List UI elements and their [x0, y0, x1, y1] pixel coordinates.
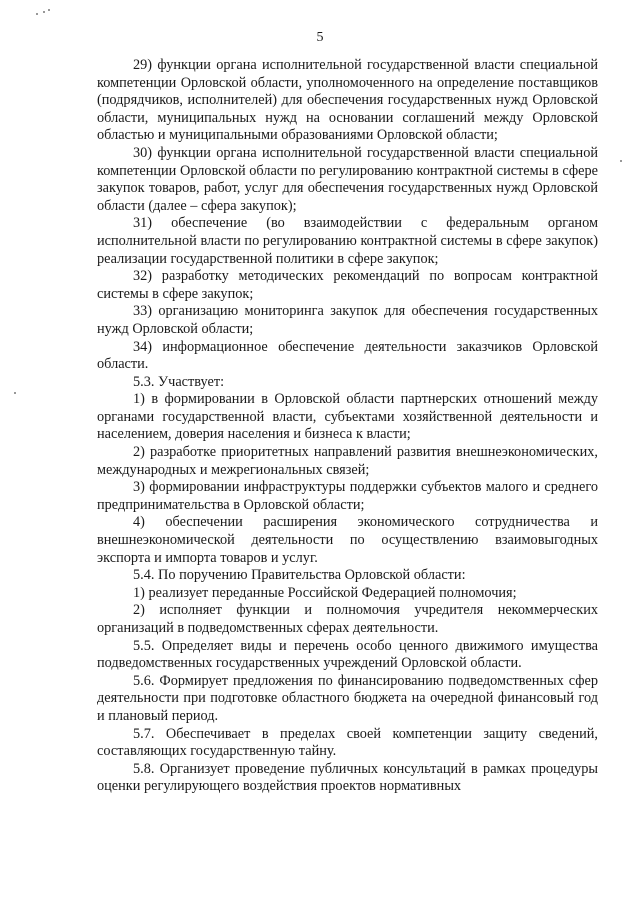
- section-5-3-item-4: 4) обеспечении расширения экономического сотрудничества и внешнеэкономической деятельности по осуществлению взаимовыгодных экспорта и импорта товаров и услуг.: [97, 514, 598, 566]
- section-5-7: 5.7. Обеспечивает в пределах своей компетенции защиту сведений, составляющих государственную тайну.: [97, 725, 598, 760]
- page-number: 5: [316, 30, 324, 45]
- paragraph-31: 31) обеспечение (во взаимодействии с федеральным органом исполнительной власти по регулированию контрактной системы в сфере закупок) реализации государственной политики в сфере закупок;: [97, 215, 598, 267]
- section-5-3-item-3: 3) формировании инфраструктуры поддержки субъектов малого и среднего предпринимательства в Орловской области;: [97, 479, 598, 513]
- section-5-3-item-2: 2) разработке приоритетных направлений развития внешнеэкономических, международных и межрегиональных связей;: [97, 444, 598, 478]
- scan-speck: [14, 392, 16, 394]
- section-5-4-item-2: 2) исполняет функции и полномочия учредителя некоммерческих организаций в подведомственных сферах деятельности.: [97, 602, 598, 636]
- scan-speck: [43, 11, 45, 13]
- section-5-5: 5.5. Определяет виды и перечень особо ценного движимого имущества подведомственных государственных учреждений Орловской области.: [97, 637, 598, 672]
- scan-speck: [48, 9, 50, 11]
- paragraph-29: 29) функции органа исполнительной государственной власти специальной компетенции Орловской области, уполномоченного на определение поставщиков (подрядчиков, исполнителей) для обеспечения государственных нужд Орловской области, муниципальных нужд на основании соглашений между Орловской областью и муниципальными образованиями Орловской области;: [97, 57, 598, 144]
- document-body: [97, 57, 598, 796]
- scan-speck: [36, 13, 38, 15]
- section-5-3-item-1: 1) в формировании в Орловской области партнерских отношений между органами государственной власти, субъектами хозяйственной деятельности и населением, доверия населения и бизнеса к власти;: [97, 391, 598, 443]
- paragraph-33: 33) организацию мониторинга закупок для обеспечения государственных нужд Орловской области;: [97, 303, 598, 337]
- section-5-6: 5.6. Формирует предложения по финансированию подведомственных сфер деятельности при подготовке областного бюджета на очередной финансовый год и плановый период.: [97, 672, 598, 724]
- scan-speck: [620, 160, 622, 162]
- section-5-3-heading: 5.3. Участвует:: [133, 373, 225, 390]
- section-5-8: 5.8. Организует проведение публичных консультаций в рамках процедуры оценки регулирующего воздействия проектов нормативных: [97, 760, 598, 795]
- section-5-4-heading: 5.4. По поручению Правительства Орловской области:: [133, 567, 466, 584]
- paragraph-34: 34) информационное обеспечение деятельности заказчиков Орловской области.: [97, 338, 598, 373]
- section-5-4-item-1: 1) реализует переданные Российской Федерацией полномочия;: [133, 584, 517, 601]
- paragraph-32: 32) разработку методических рекомендаций по вопросам контрактной системы в сфере закупок;: [97, 268, 598, 302]
- paragraph-30: 30) функции органа исполнительной государственной власти специальной компетенции Орловской области по регулированию контрактной системы в сфере закупок товаров, работ, услуг для обеспечения государственных нужд Орловской области (далее – сфера закупок);: [97, 144, 598, 214]
